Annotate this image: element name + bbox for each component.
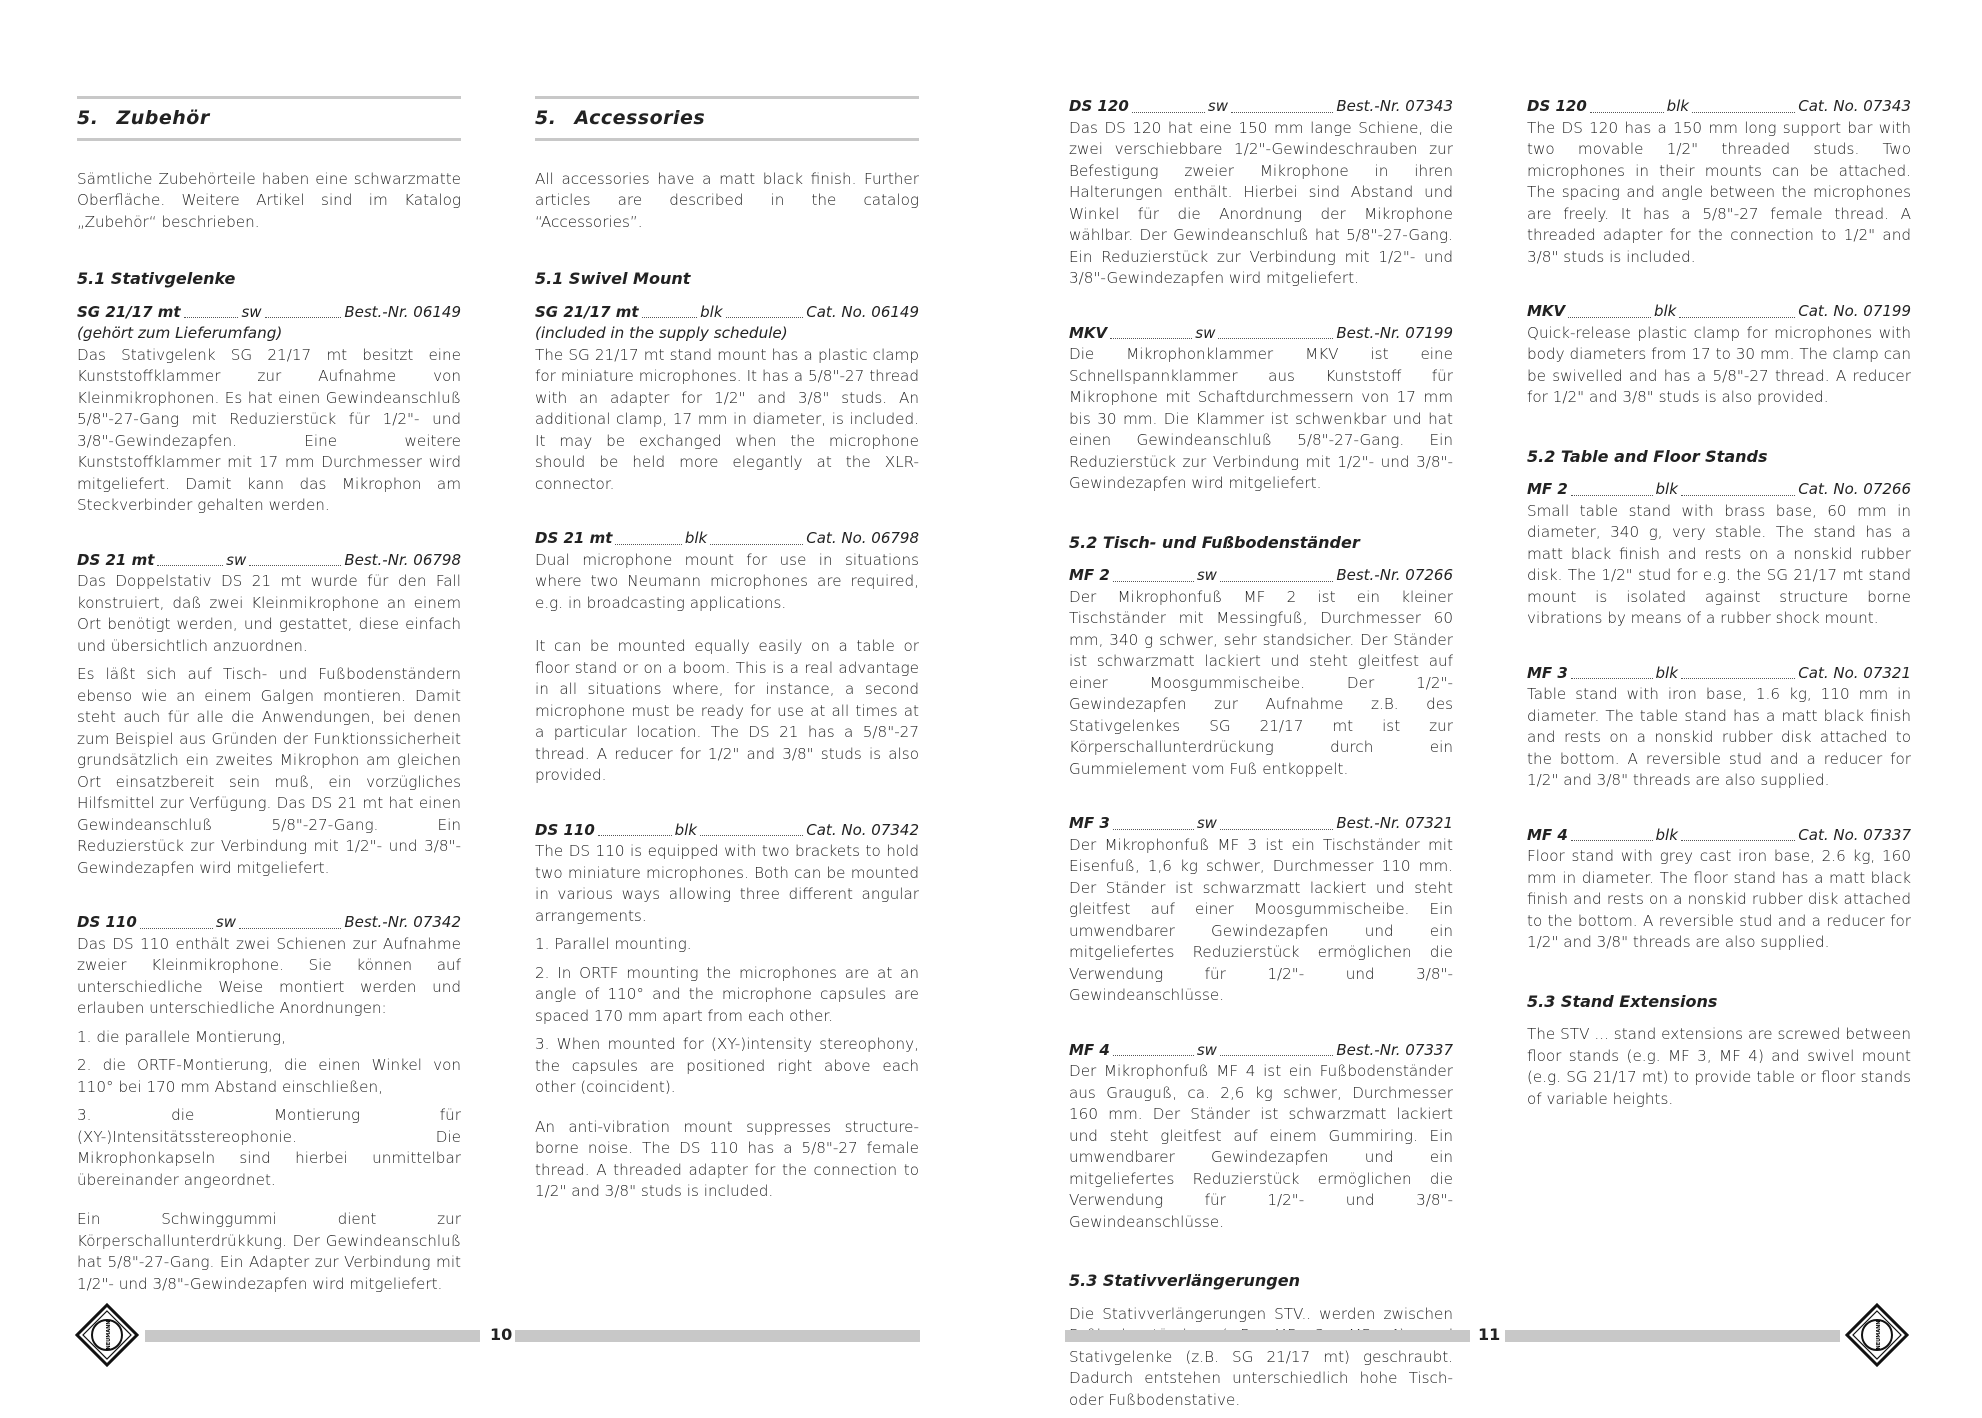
item-paragraph: Es läßt sich auf Tisch- und Fußbodenständern ebenso wie an einem Galgen montieren. Damit steht auch für alle die Anwendungen, bei denen zum Beispiel aus Gründen der Funktionssicherheit grundsätzlich ein zweites Mikrophon am gleichen Ort einsatzbereit sein muß, ein vorzügliches Hilfsmittel zur Verfügung. Das DS 21 mt hat einen Gewindeanschluß 5/8"-27-Gang. Ein Reduzierstück zur Verbindung mit 1/2"- und 3/8"-Gewindezapfen wird mitgeliefert. [77,665,461,877]
heading-rule [77,96,461,99]
footer-bar [515,1330,920,1342]
leader-dots [1132,111,1205,113]
leader-dots [1113,580,1194,582]
item-color: blk [700,302,723,321]
item-note: (gehört zum Lieferumfang) [77,324,283,342]
item-note: (included in the supply schedule) [535,324,788,342]
item-color: sw [226,550,247,569]
item-gap [535,1210,919,1236]
leader-dots [598,834,672,836]
neumann-logo-icon [75,1303,139,1367]
item-number: Best.-Nr. 06149 [344,302,461,321]
item-gap [1527,961,1911,987]
catalog-item [1069,96,1453,290]
item-number: Best.-Nr. 07342 [344,913,461,931]
item-number: Best.-Nr. 07343 [1336,97,1453,115]
item-paragraph: 1. Parallel mounting. [535,935,692,953]
column-left-en [535,96,919,1236]
catalog-item [1527,96,1911,268]
item-header [535,528,919,550]
item-code: MF 4 [1069,1040,1110,1059]
item-paragraph: Der Mikrophonfuß MF 4 ist ein Fußbodenständer aus Grauguß, ca. 2,6 kg schwer, Durchmesser 160 mm. Der Ständer ist schwarzmatt lackiert und steht gleitfest auf einem Gummiring. Ein umwendbarer Gewindezapfen und ein mitgeliefertes Reduzierstück ermöglichen die Verwendung für 1/2"- und 3/8"- Gewindeanschlüsse. [1069,1062,1453,1231]
heading-rule [535,138,919,141]
chapter-title: Accessories [574,107,706,129]
item-paragraph: Floor stand with grey cast iron base, 2.6 kg, 160 mm in diameter. The floor stand has a matt black finish and rests on a nonskid rubber disk attached to the bottom. A reversible stud and a reducer for 1/2" and 3/8" threads are also supplied. [1527,847,1911,951]
catalog-item [535,528,919,787]
item-gap [1069,502,1453,528]
item-code: DS 21 mt [535,529,613,547]
item-gap [1527,637,1911,663]
item-gap [77,524,461,550]
leader-dots [265,316,342,318]
item-header [77,912,461,934]
catalog-item [535,820,919,1203]
item-paragraph: 2. In ORTF mounting the microphones are at an angle of 110° and the microphone capsules are spaced 170 mm apart from each other. [535,963,919,1025]
catalog-item [1069,813,1453,1007]
column-right-en [1527,96,1911,1117]
item-list [1527,96,1911,442]
item-number: Cat. No. 07199 [1798,302,1911,320]
section-text: Die Stativverlängerungen STV.. werden zwischen Stativgelenke (z.B. SG 21/17 mt) geschraubt. Dadurch entstehen unterschiedlich hohe Tisch- oder Fußbodenstative. [1069,1304,1453,1409]
item-header [1527,479,1911,501]
column-left-de [77,96,461,1328]
item-paragraph: Quick-release plastic clamp for microphones with body diameters from 17 to 30 mm. The clamp can be swivelled and has a 5/8"-27 thread. A reducer for 1/2" and 3/8" studs is also provided. [1527,323,1911,406]
leader-dots [1113,1054,1194,1056]
item-gap [535,502,919,528]
leader-dots [184,316,239,318]
item-number: Best.-Nr. 07199 [1336,323,1453,342]
leader-dots [710,543,803,545]
item-paragraph: Dual microphone mount for use in situations where two Neumann microphones are required, e.g. in broadcasting applications. [535,550,919,612]
item-code: DS 110 [77,913,137,931]
item-gap [77,886,461,912]
item-gap [1527,416,1911,442]
catalog-item [1527,663,1911,792]
item-code: DS 120 [1069,97,1129,115]
item-code: DS 120 [1527,97,1587,115]
logo-text: NEUMANN [1876,1320,1882,1350]
page-number: 11 [1478,1325,1501,1344]
item-color: blk [1655,480,1678,498]
item-color: blk [674,820,697,839]
item-paragraph: 3. When mounted for (XY-)intensity stereophony, the capsules are positioned right above each other (coincident). [535,1035,919,1096]
item-number: Cat. No. 07343 [1798,97,1911,115]
item-color: blk [684,529,708,547]
catalog-item [77,550,461,880]
section-heading: 5.2 Table and Floor Stands [1527,446,1768,466]
item-header [1527,301,1911,323]
item-gap [1069,297,1453,323]
item-color: sw [241,302,262,321]
section-heading: 5.3 Stand Extensions [1527,991,1718,1011]
item-number: Cat. No. 07342 [806,820,919,839]
item-header [535,302,919,324]
catalog-item [77,302,461,517]
neumann-logo-icon [1845,1303,1909,1367]
leader-dots [1571,494,1653,496]
catalog-item [1069,1040,1453,1234]
item-paragraph: It can be mounted equally easily on a table or floor stand or on a boom. This is a real advantage in all situations where, for instance, a second microphone must be ready for use at all times at a particular location. The DS 21 has a 5/8"-27 thread. A reducer for 1/2" and 3/8" studs is also provided. [535,637,919,784]
item-paragraph: The DS 120 has a 150 mm long support bar with two movable 1/2" threaded studs. Two microphones in their mounts can be attached. The spacing and angle between the microphones are freely. It has a 5/8"-27 female thread. A threaded adapter for the connection to 1/2" and 3/8" studs is included. [1527,118,1911,266]
item-paragraph: The DS 110 is equipped with two brackets to hold two miniature microphones. Both can be mounted in various ways allowing three different angular arrangements. [535,842,919,925]
footer-bar [1065,1330,1470,1342]
chapter-heading [535,108,919,130]
item-paragraph: 2. die ORTF-Montierung, die einen Winkel von 110° bei 170 mm Abstand einschließen, [77,1056,461,1096]
item-paragraph: Small table stand with brass base, 60 mm in diameter, 340 g, very stable. The stand has a matt black finish and rests on a nonskid rubber disk. The 1/2" stud for e.g. the SG 21/17 mt stand mount is isolated against structure borne vibrations by means of a rubber shock mount. [1527,501,1911,627]
section-heading: 5.3 Stativverlängerungen [1069,1271,1300,1290]
item-paragraph: Ein Schwinggummi dient zur Körperschallunterdrükkung. Der Gewindeanschluß hat 5/8"-27-Gang. Ein Adapter zur Verbindung mit 1/2"- und 3/8"-Gewindezapfen wird mitgeliefert. [77,1210,461,1293]
item-header [1069,813,1453,835]
item-color: blk [1666,97,1689,115]
chapter-heading [77,108,461,130]
item-code: MF 2 [1527,480,1568,498]
item-number: Cat. No. 06798 [806,529,919,547]
item-color: sw [1196,566,1217,584]
leader-dots [642,316,698,318]
column-right-de [1069,96,1453,1418]
leader-dots [615,543,681,545]
leader-dots [157,564,223,566]
item-paragraph: The SG 21/17 mt stand mount has a plastic clamp for miniature microphones. It has a 5/8"-27 thread with an adapter for 1/2" and 3/8" studs. An additional clamp, 17 mm in diameter, is included. It may be exchanged when the microphone should be held more elegantly at the XLR-connector. [535,345,919,493]
section-heading: 5.2 Tisch- und Fußbodenständer [1069,532,1360,552]
item-list [1069,96,1453,528]
leader-dots [1681,677,1795,679]
catalog-item [1527,825,1911,954]
item-gap [1069,1014,1453,1040]
item-color: blk [1655,825,1678,844]
item-code: SG 21/17 mt [77,302,181,321]
item-gap [1069,1240,1453,1266]
item-number: Best.-Nr. 07321 [1336,814,1453,832]
item-color: sw [1207,97,1228,115]
item-color: sw [1196,814,1217,832]
item-header [77,550,461,572]
leader-dots [726,316,804,318]
item-paragraph: Das Doppelstativ DS 21 mt wurde für den Fall konstruiert, daß zwei Kleinmikrophone an einem Ort benötigt werden, und gestattet, diese einfach und übersichtlich anzuordnen. [77,572,461,655]
leader-dots [1571,839,1653,841]
item-code: MF 4 [1527,825,1568,844]
item-code: SG 21/17 mt [535,302,639,321]
item-gap [535,794,919,820]
catalog-item [1527,479,1911,630]
leader-dots [1681,494,1795,496]
item-header [1527,96,1911,118]
item-code: DS 21 mt [77,550,155,569]
item-paragraph: Das DS 110 enthält zwei Schienen zur Aufnahme zweier Kleinmikrophone. Sie können auf unterschiedliche Weise montiert werden und erlauben unterschiedliche Anordnungen: [77,934,461,1017]
item-list [535,302,919,1236]
item-number: Best.-Nr. 07266 [1336,566,1453,584]
item-code: MKV [1069,323,1108,342]
item-code: MKV [1527,302,1566,320]
item-color: sw [1196,1040,1217,1059]
item-header [535,820,919,842]
item-color: sw [215,913,236,931]
leader-dots [1220,828,1333,830]
section-heading: 5.1 Swivel Mount [535,269,691,288]
heading-rule [535,96,919,99]
item-paragraph: Der Mikrophonfuß MF 3 ist ein Tischständer mit Eisenfuß, 1,6 kg schwer, Durchmesser 110 mm. Der Ständer ist schwarzmatt lackiert und steht gleitfest auf einer Moosgummischeibe. Ein umwendbarer Gewindezapfen und ein mitgeliefertes Reduzierstück ermöglichen die Verwendung für 1/2"- und 3/8"-Gewindeanschlüsse. [1069,835,1453,1004]
item-number: Best.-Nr. 07337 [1336,1040,1453,1059]
leader-dots [1681,839,1795,841]
chapter-number: 5. [535,107,557,129]
intro-text: All accessories have a matt black finish. Further articles are described in the catalog “Accessories”. [535,169,919,231]
leader-dots [1692,111,1795,113]
item-header [1527,825,1911,847]
item-paragraph: Der Mikrophonfuß MF 2 ist ein kleiner Tischständer mit Messingfuß, Durchmesser 60 mm, 340 g schwer, sehr standsicher. Der Ständer ist schwarzmatt lackiert und steht gleitfest auf einer Moosgummischeibe. Der 1/2"-Gewindezapfen zur Aufnahme z.B. des Stativgelenkes SG 21/17 mt ist zur Körperschallunterdrückung durch ein Gummielement vom Fuß entkoppelt. [1069,587,1453,778]
item-number: Cat. No. 07337 [1798,825,1912,844]
leader-dots [249,564,341,566]
item-list [77,302,461,1329]
catalog-item [535,302,919,496]
logo-text: NEUMANN [106,1320,112,1350]
item-paragraph: Die Mikrophonklammer MKV ist eine Schnellspannklammer aus Kunststoff für Mikrophone mit Schaftdurchmessern von 17 mm bis 30 mm. Die Klammer ist schwenkbar und hat einen Gewindeanschluß 5/8"-27-Gang. Ein Reduzierstück zur Verbindung mit 1/2"- und 3/8"-Gewindezapfen wird mitgeliefert. [1069,345,1453,492]
item-number: Cat. No. 07266 [1798,480,1912,498]
item-code: DS 110 [535,820,595,839]
leader-dots [1571,677,1653,679]
section-text: The STV ... stand extensions are screwed between floor stands (e.g. MF 3, MF 4) and swivel mount (e.g. SG 21/17 mt) to provide table or floor stands of variable heights. [1527,1025,1911,1108]
heading-rule [77,138,461,141]
catalog-item [77,912,461,1295]
catalog-item [1069,565,1453,780]
item-paragraph: 3. die Montierung für (XY-)Intensitätsstereophonie. Die Mikrophonkapseln sind hierbei unmittelbar übereinander angeordnet. [77,1106,461,1189]
chapter-title: Zubehör [116,107,210,129]
item-paragraph: 1. die parallele Montierung, [77,1027,286,1046]
leader-dots [1231,111,1333,113]
leader-dots [239,927,341,929]
leader-dots [700,834,803,836]
item-list [1069,565,1453,1266]
item-color: blk [1655,663,1678,682]
footer-bar [145,1330,480,1342]
section-heading: 5.1 Stativgelenke [77,269,236,288]
item-code: MF 3 [1069,814,1110,832]
item-paragraph: An anti-vibration mount suppresses structure-borne noise. The DS 110 has a 5/8"-27 female thread. A threaded adapter for the connection to 1/2" and 3/8" studs is included. [535,1117,919,1200]
item-color: blk [1653,302,1677,320]
item-header [1527,663,1911,685]
item-gap [1527,799,1911,825]
leader-dots [1113,828,1194,830]
leader-dots [1218,337,1333,339]
leader-dots [1110,337,1192,339]
leader-dots [1220,580,1333,582]
item-number: Best.-Nr. 06798 [344,550,461,569]
catalog-item [1527,301,1911,409]
item-paragraph: Table stand with iron base, 1.6 kg, 110 mm in diameter. The table stand has a matt black finish and rests on a nonskid rubber disk attached to the bottom. A reversible stud and a reducer for 1/2" and 3/8" threads are also supplied. [1527,685,1911,789]
item-paragraph: Das Stativgelenk SG 21/17 mt besitzt eine Kunststoffklammer zur Aufnahme von Kleinmikrophonen. Es hat einen Gewindeanschluß 5/8"-27-Gang mit Reduzierstück für 1/2"- und 3/8"-Gewindezapfen. Eine weitere Kunststoffklammer mit 17 mm Durchmesser wird mitgeliefert. Damit kann das Mikrophon am Steckverbinder gehalten werden. [77,345,461,514]
item-gap [1069,787,1453,813]
leader-dots [140,927,213,929]
intro-text: Sämtliche Zubehörteile haben eine schwarzmatte Oberfläche. Weitere Artikel sind im Katalog „Zubehör“ beschrieben. [77,169,461,231]
item-header [1069,323,1453,345]
item-paragraph: Das DS 120 hat eine 150 mm lange Schiene, die zwei verschiebbare 1/2"-Gewindeschrauben zur Befestigung zweier Mikrophone in ihren Halterungen enthält. Hierbei sind Abstand und Winkel für die Anordnung der Mikrophone wählbar. Der Gewindeanschluß hat 5/8"-27-Gang. Ein Reduzierstück zur Verbindung mit 1/2"- und 3/8"-Gewindezapfen wird mitgeliefert. [1069,118,1453,287]
leader-dots [1679,316,1795,318]
leader-dots [1568,316,1651,318]
item-code: MF 3 [1527,663,1568,682]
page-number: 10 [490,1325,513,1344]
footer-bar [1505,1330,1840,1342]
item-header [77,302,461,324]
chapter-number: 5. [77,107,99,129]
leader-dots [1220,1054,1333,1056]
item-list [1527,479,1911,987]
catalog-item [1069,323,1453,495]
item-color: sw [1195,323,1216,342]
item-number: Cat. No. 07321 [1798,663,1912,682]
item-code: MF 2 [1069,566,1110,584]
item-header [1069,565,1453,587]
item-header [1069,96,1453,118]
leader-dots [1590,111,1664,113]
item-number: Cat. No. 06149 [806,302,919,321]
item-gap [1527,275,1911,301]
item-header [1069,1040,1453,1062]
